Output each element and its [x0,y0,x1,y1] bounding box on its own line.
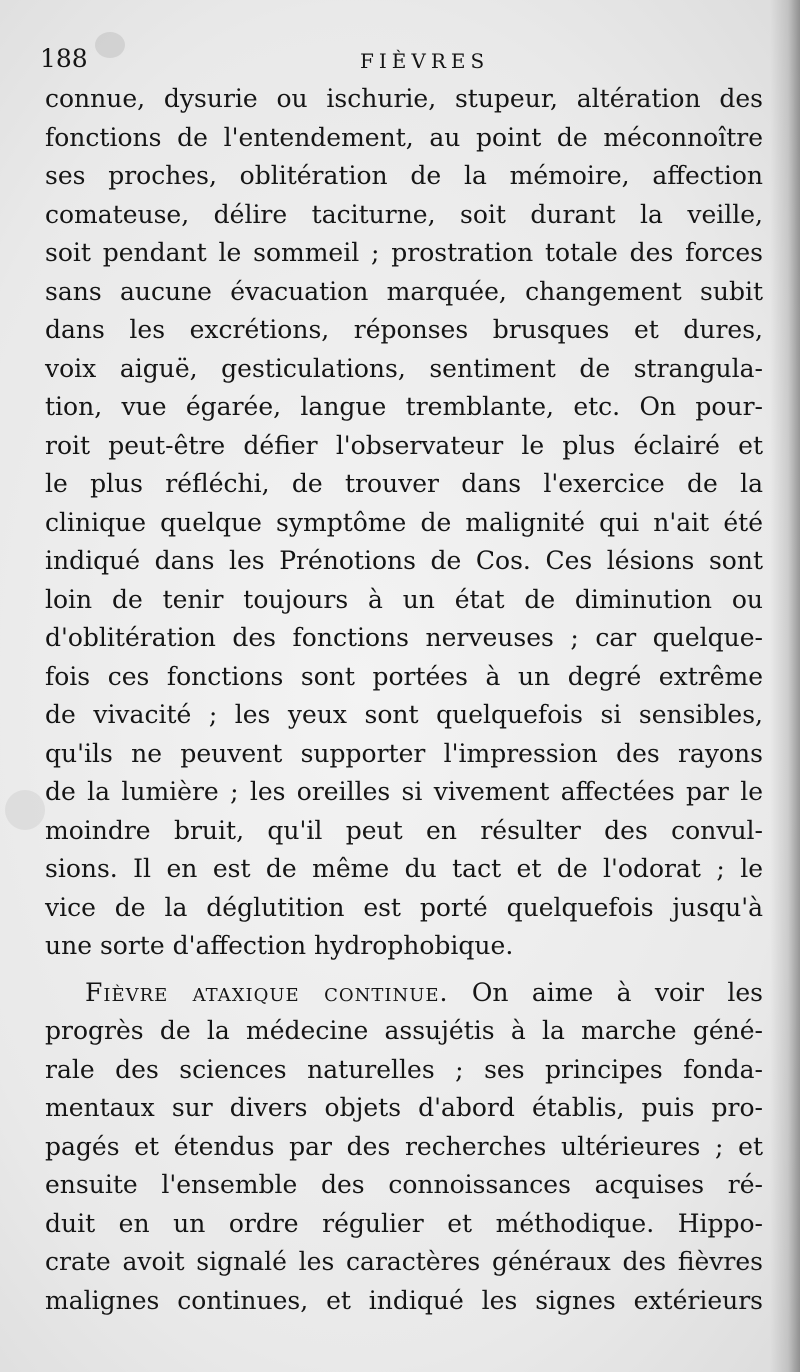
text-line: de vivacité ; les yeux sont quelquefois si sensibles, [45,700,763,729]
text-line: soit pendant le sommeil ; prostration totale des forces [45,238,763,267]
text-line: une sorte d'affection hydrophobique. [45,931,514,960]
section-heading: Fièvre ataxique continue. [85,977,449,1007]
text-line: malignes continues, et indiqué les signes extérieurs [45,1285,763,1315]
text-line: qu'ils ne peuvent supporter l'impression des rayons [45,738,763,768]
text-line: pagés et étendus par des recherches ultérieures ; et [45,1131,763,1161]
page-header [40,44,760,78]
body-text [45,80,763,1320]
text-line: de la lumière ; les oreilles si vivement affectées par le [45,777,763,806]
text-line: sans aucune évacuation marquée, changement subit [45,276,763,306]
text-line: sions. Il en est de même du tact et de l'odorat ; le [45,854,763,883]
text-line: le plus réfléchi, de trouver dans l'exercice de la [45,469,763,498]
text-line: clinique quelque symptôme de malignité qui n'ait été [45,507,763,537]
text-line: mentaux sur divers objets d'abord établis, puis pro- [45,1093,763,1122]
text-line [45,974,763,1013]
text-line: crate avoit signalé les caractères généraux des fièvres [45,1247,763,1276]
paragraph [45,974,763,1321]
text-span: On aime à voir les [471,977,764,1007]
page-edge-shadow [770,0,800,1372]
running-head: FIÈVRES [360,49,490,73]
paper-stain [5,790,45,830]
text-line: ensuite l'ensemble des connoissances acquises ré- [45,1170,763,1199]
text-line: loin de tenir toujours à un état de diminution ou [45,584,763,614]
text-line: duit en un ordre régulier et méthodique. Hippo- [45,1208,763,1238]
text-line: fonctions de l'entendement, au point de méconnoître [45,122,763,152]
text-line: d'oblitération des fonctions nerveuses ; car quelque- [45,623,763,652]
text-line: comateuse, délire taciturne, soit durant la veille, [45,199,763,229]
text-line: roit peut-être défier l'observateur le plus éclairé et [45,430,763,460]
text-line: moindre bruit, qu'il peut en résulter des convul- [45,815,763,845]
text-line: ses proches, oblitération de la mémoire, affection [45,161,763,190]
text-line: indiqué dans les Prénotions de Cos. Ces lésions sont [45,546,763,575]
text-line: rale des sciences naturelles ; ses principes fonda- [45,1054,763,1084]
text-line: voix aiguë, gesticulations, sentiment de strangula- [45,353,763,383]
text-line: connue, dysurie ou ischurie, stupeur, altération des [45,84,763,113]
text-line: dans les excrétions, réponses brusques et dures, [45,315,763,344]
paragraph [45,80,763,966]
text-line: tion, vue égarée, langue tremblante, etc. On pour- [45,392,763,421]
text-line: fois ces fonctions sont portées à un degré extrême [45,661,763,691]
text-line: progrès de la médecine assujétis à la marche géné- [45,1016,763,1045]
text-line: vice de la déglutition est porté quelquefois jusqu'à [45,892,763,922]
page-number: 188 [40,44,88,73]
